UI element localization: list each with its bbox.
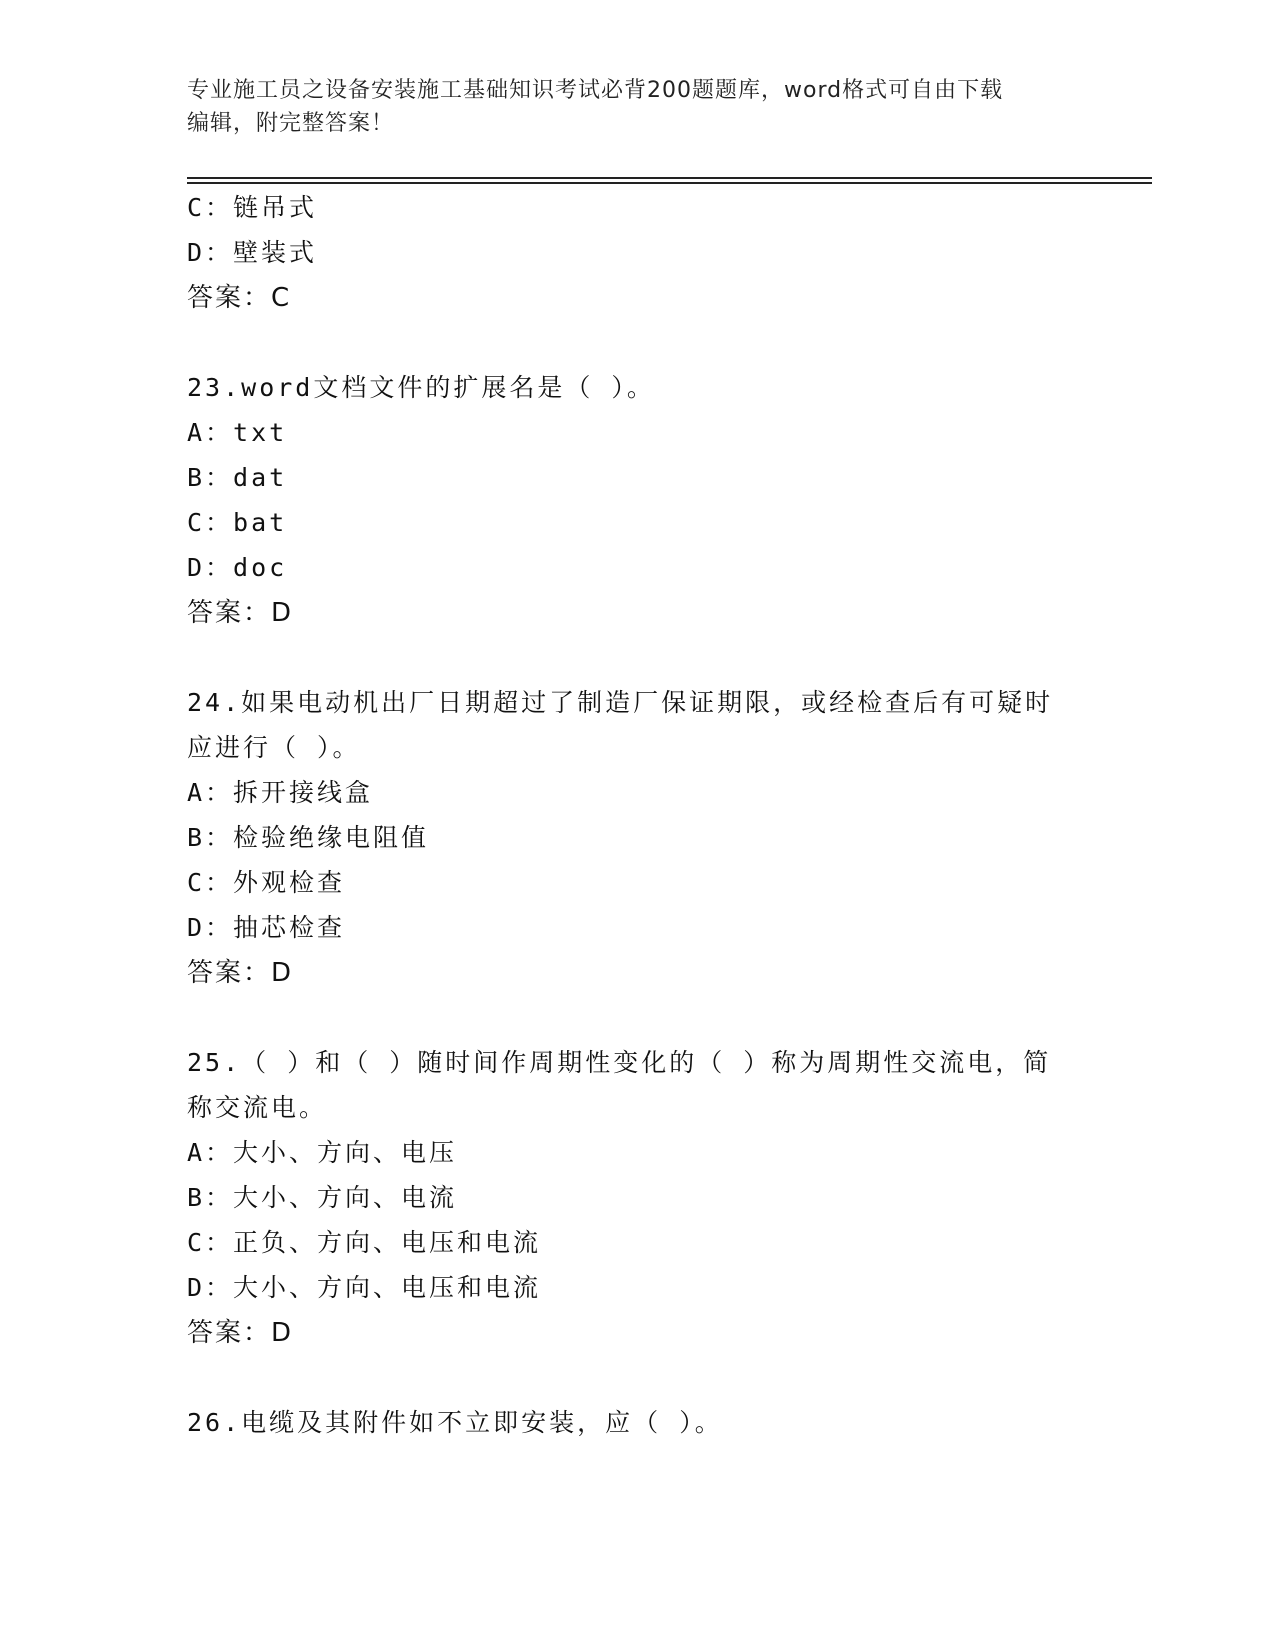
q24-answer: 答案：D [187,958,294,988]
q24-option-a: A：拆开接线盒 [187,778,374,807]
q24-stem-line-1: 24.如果电动机出厂日期超过了制造厂保证期限，或经检查后有可疑时 [187,688,1054,717]
header-line-2: 编辑，附完整答案！ [187,111,395,136]
q25-option-b: B：大小、方向、电流 [187,1183,458,1212]
q24-stem-line-2: 应进行（ ）。 [187,733,361,762]
q23-option-b: B：dat [187,463,288,492]
q22-option-c: C：链吊式 [187,193,318,222]
q25-option-a: A：大小、方向、电压 [187,1138,458,1167]
q24-option-b: B：检验绝缘电阻值 [187,823,430,852]
q25-stem-line-1: 25.（ ）和（ ）随时间作周期性变化的（ ）称为周期性交流电，简 [187,1048,1052,1077]
q25-option-c: C：正负、方向、电压和电流 [187,1228,542,1257]
q25-answer: 答案：D [187,1318,294,1348]
q23-option-d: D：doc [187,553,288,582]
q26-stem: 26.电缆及其附件如不立即安装，应（ ）。 [187,1408,723,1437]
header-divider-top [187,177,1152,179]
q24-option-d: D：抽芯检查 [187,913,346,942]
q25-stem-line-2: 称交流电。 [187,1093,328,1122]
q22-option-d: D：壁装式 [187,238,318,267]
document-header [187,74,1087,140]
header-line-1: 专业施工员之设备安装施工基础知识考试必背200题题库，word格式可自由下载 [187,78,1004,103]
q23-option-a: A：txt [187,418,288,447]
q22-answer: 答案：C [187,283,292,313]
q25-option-d: D：大小、方向、电压和电流 [187,1273,542,1302]
q23-stem: 23.word文档文件的扩展名是（ ）。 [187,373,655,402]
q23-option-c: C：bat [187,508,288,537]
q24-option-c: C：外观检查 [187,868,346,897]
q23-answer: 答案：D [187,598,294,628]
header-divider-bottom [187,182,1152,184]
